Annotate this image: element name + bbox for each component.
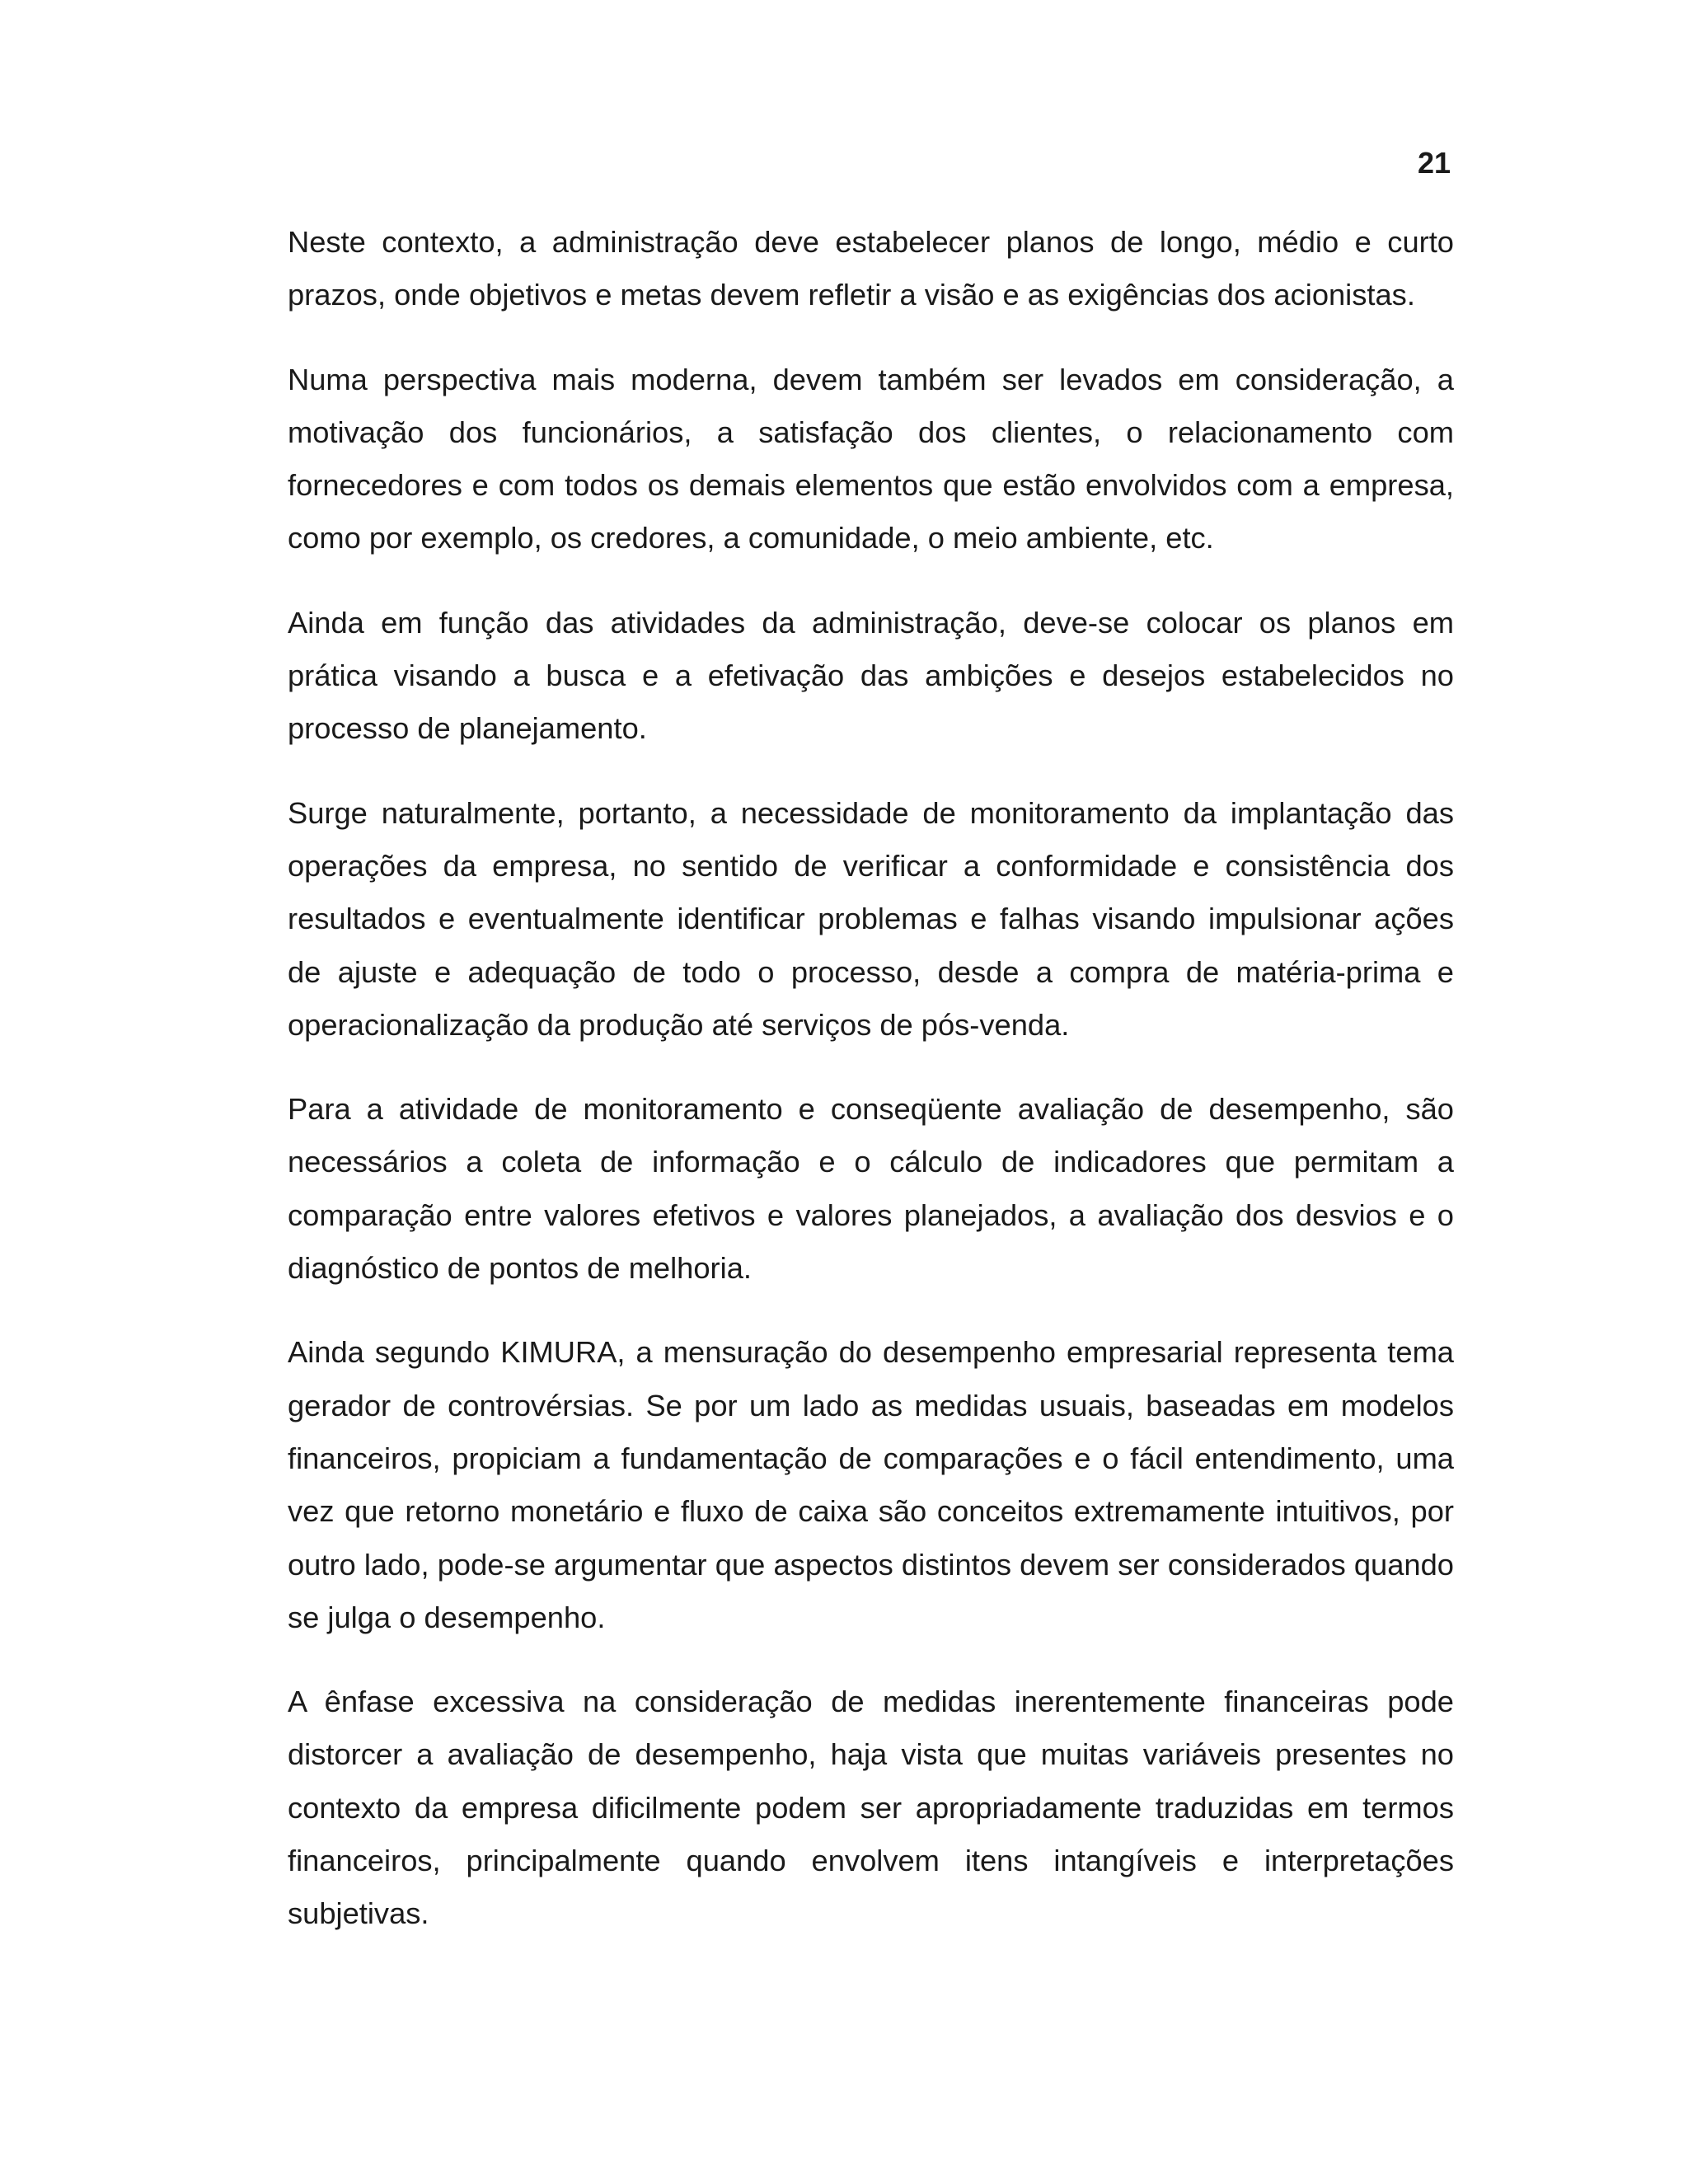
paragraph: A ênfase excessiva na consideração de medidas inerentemente financeiras pode distorcer a avaliação de desempenho, haja vista que muitas variáveis presentes no contexto da empresa dificilmente podem ser apropriadamente traduzidas em termos financeiros, principalmente quando envolvem itens intangíveis e interpretações subjetivas.	[288, 1685, 1454, 1931]
paragraph: Surge naturalmente, portanto, a necessidade de monitoramento da implantação das operações da empresa, no sentido de verificar a conformidade e consistência dos resultados e eventualmente identificar problemas e falhas visando impulsionar ações de ajuste e adequação de todo o processo, desde a compra de matéria-prima e operacionalização da produção até serviços de pós-venda.	[288, 795, 1454, 1042]
body-text	[288, 216, 1454, 1972]
paragraph: Neste contexto, a administração deve estabelecer planos de longo, médio e curto prazos, onde objetivos e metas devem refletir a visão e as exigências dos acionistas.	[288, 225, 1454, 312]
paragraph: Para a atividade de monitoramento e conseqüente avaliação de desempenho, são necessários a coleta de informação e o cálculo de indicadores que permitam a comparação entre valores efetivos e valores planejados, a avaliação dos desvios e o diagnóstico de pontos de melhoria.	[288, 1092, 1454, 1286]
paragraph: Ainda segundo KIMURA, a mensuração do desempenho empresarial representa tema gerador de controvérsias. Se por um lado as medidas usuais, baseadas em modelos financeiros, propiciam a fundamentação de comparações e o fácil entendimento, uma vez que retorno monetário e fluxo de caixa são conceitos extremamente intuitivos, por outro lado, pode-se argumentar que aspectos distintos devem ser considerados quando se julga o desempenho.	[288, 1335, 1454, 1634]
page-number: 21	[1417, 146, 1451, 180]
paragraph: Numa perspectiva mais moderna, devem também ser levados em consideração, a motivação dos funcionários, a satisfação dos clientes, o relacionamento com fornecedores e com todos os demais elementos que estão envolvidos com a empresa, como por exemplo, os credores, a comunidade, o meio ambiente, etc.	[288, 362, 1454, 555]
paragraph: Ainda em função das atividades da administração, deve-se colocar os planos em prática visando a busca e a efetivação das ambições e desejos estabelecidos no processo de planejamento.	[288, 605, 1454, 746]
